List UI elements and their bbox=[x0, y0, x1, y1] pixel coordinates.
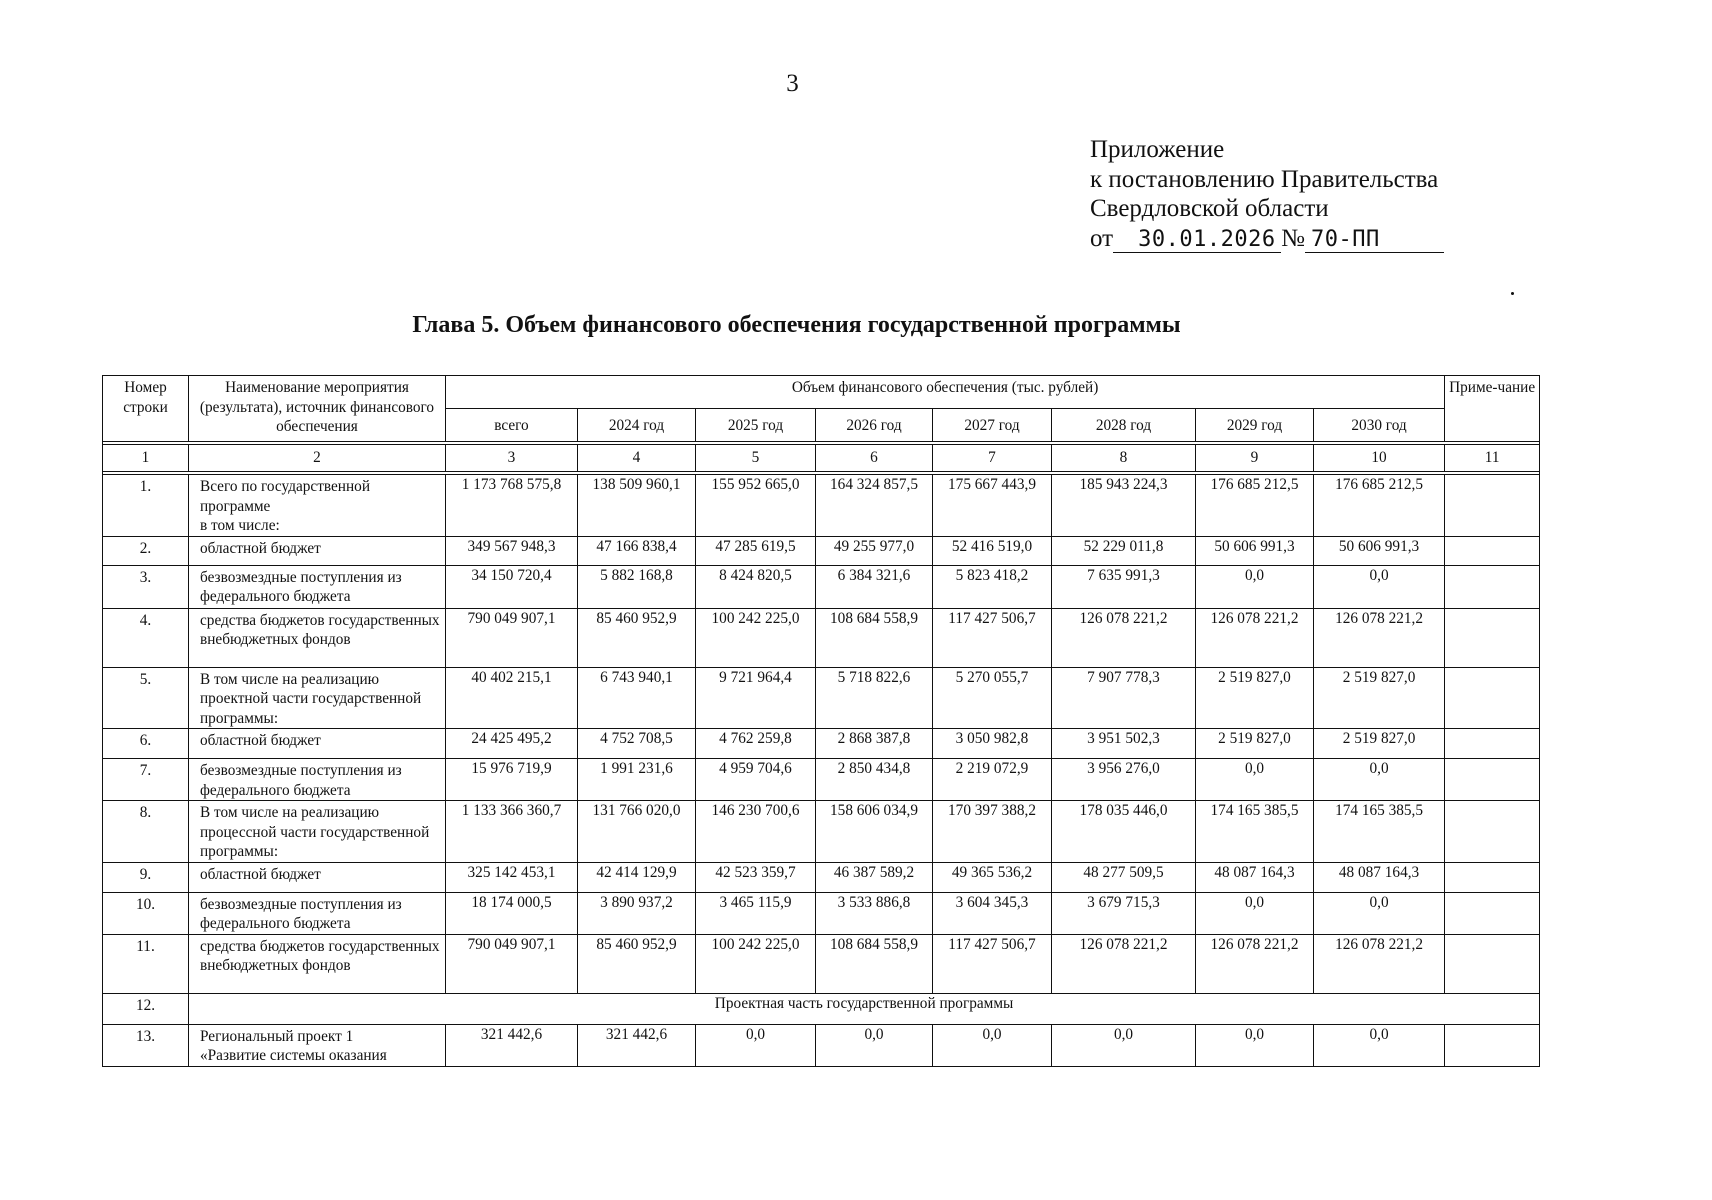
row-value: 6 743 940,1 bbox=[578, 667, 696, 729]
row-value: 0,0 bbox=[1314, 1024, 1445, 1066]
header-name: Наименование мероприятия (результата), источник финансового обеспечения bbox=[189, 376, 446, 442]
row-number: 5. bbox=[103, 667, 189, 729]
row-number: 10. bbox=[103, 892, 189, 934]
table-row bbox=[103, 892, 1540, 934]
page-number: 3 bbox=[786, 70, 799, 97]
row-name: областной бюджет bbox=[189, 862, 446, 892]
row-value: 48 277 509,5 bbox=[1052, 862, 1196, 892]
header-row-number: Номер строки bbox=[103, 376, 189, 442]
appendix-line-decree: к постановлению Правительства bbox=[1090, 165, 1439, 193]
decree-number: 70-ПП bbox=[1305, 228, 1444, 253]
row-value: 126 078 221,2 bbox=[1052, 608, 1196, 667]
appendix-date-line bbox=[1090, 224, 1444, 254]
row-value: 176 685 212,5 bbox=[1314, 475, 1445, 537]
row-value: 0,0 bbox=[696, 1024, 816, 1066]
table-row bbox=[103, 565, 1540, 608]
row-value: 117 427 506,7 bbox=[933, 608, 1052, 667]
row-value: 790 049 907,1 bbox=[446, 934, 578, 993]
table-row bbox=[103, 536, 1540, 565]
date-prefix: от bbox=[1090, 224, 1114, 252]
row-value: 0,0 bbox=[1314, 759, 1445, 801]
row-value: 175 667 443,9 bbox=[933, 475, 1052, 537]
row-value: 131 766 020,0 bbox=[578, 801, 696, 863]
row-value: 46 387 589,2 bbox=[816, 862, 933, 892]
row-value: 50 606 991,3 bbox=[1196, 536, 1314, 565]
row-value: 18 174 000,5 bbox=[446, 892, 578, 934]
financing-table bbox=[102, 375, 1540, 1067]
row-value: 47 166 838,4 bbox=[578, 536, 696, 565]
row-value: 100 242 225,0 bbox=[696, 934, 816, 993]
row-value: 3 465 115,9 bbox=[696, 892, 816, 934]
row-value: 0,0 bbox=[1052, 1024, 1196, 1066]
row-value: 42 523 359,7 bbox=[696, 862, 816, 892]
row-value: 2 850 434,8 bbox=[816, 759, 933, 801]
row-value: 34 150 720,4 bbox=[446, 565, 578, 608]
header-year: 2025 год bbox=[696, 409, 816, 442]
row-value: 146 230 700,6 bbox=[696, 801, 816, 863]
row-value: 2 868 387,8 bbox=[816, 729, 933, 759]
column-index: 2 bbox=[189, 445, 446, 472]
row-value: 164 324 857,5 bbox=[816, 475, 933, 537]
row-value: 176 685 212,5 bbox=[1196, 475, 1314, 537]
header-year: 2027 год bbox=[933, 409, 1052, 442]
row-value: 50 606 991,3 bbox=[1314, 536, 1445, 565]
table-row bbox=[103, 801, 1540, 863]
row-value: 1 173 768 575,8 bbox=[446, 475, 578, 537]
decree-date: 30.01.2026 bbox=[1113, 228, 1281, 253]
row-number: 4. bbox=[103, 608, 189, 667]
row-value: 7 635 991,3 bbox=[1052, 565, 1196, 608]
row-number: 13. bbox=[103, 1024, 189, 1066]
row-value: 0,0 bbox=[933, 1024, 1052, 1066]
row-value: 108 684 558,9 bbox=[816, 608, 933, 667]
row-value: 174 165 385,5 bbox=[1314, 801, 1445, 863]
row-note bbox=[1445, 759, 1540, 801]
column-index: 9 bbox=[1196, 445, 1314, 472]
row-note bbox=[1445, 1024, 1540, 1066]
row-value: 47 285 619,5 bbox=[696, 536, 816, 565]
row-value: 349 567 948,3 bbox=[446, 536, 578, 565]
row-number: 7. bbox=[103, 759, 189, 801]
section-row bbox=[103, 993, 1540, 1024]
row-value: 0,0 bbox=[816, 1024, 933, 1066]
row-name: безвозмездные поступления из федерального бюджета bbox=[189, 892, 446, 934]
row-number: 3. bbox=[103, 565, 189, 608]
row-number: 12. bbox=[103, 993, 189, 1024]
row-value: 24 425 495,2 bbox=[446, 729, 578, 759]
row-value: 15 976 719,9 bbox=[446, 759, 578, 801]
row-value: 9 721 964,4 bbox=[696, 667, 816, 729]
row-value: 3 604 345,3 bbox=[933, 892, 1052, 934]
row-value: 5 882 168,8 bbox=[578, 565, 696, 608]
row-note bbox=[1445, 862, 1540, 892]
table-row bbox=[103, 759, 1540, 801]
row-value: 4 752 708,5 bbox=[578, 729, 696, 759]
row-value: 178 035 446,0 bbox=[1052, 801, 1196, 863]
row-number: 11. bbox=[103, 934, 189, 993]
row-value: 138 509 960,1 bbox=[578, 475, 696, 537]
header-year: 2030 год bbox=[1314, 409, 1445, 442]
table-row bbox=[103, 1024, 1540, 1066]
row-value: 325 142 453,1 bbox=[446, 862, 578, 892]
appendix-block bbox=[1090, 135, 1444, 253]
row-value: 85 460 952,9 bbox=[578, 608, 696, 667]
row-value: 6 384 321,6 bbox=[816, 565, 933, 608]
column-index: 10 bbox=[1314, 445, 1445, 472]
column-index: 5 bbox=[696, 445, 816, 472]
header-year: 2029 год bbox=[1196, 409, 1314, 442]
row-note bbox=[1445, 667, 1540, 729]
row-value: 0,0 bbox=[1314, 892, 1445, 934]
appendix-title: Приложение bbox=[1090, 136, 1225, 163]
row-value: 4 762 259,8 bbox=[696, 729, 816, 759]
section-title: Проектная часть государственной программы bbox=[189, 993, 1540, 1024]
column-index: 6 bbox=[816, 445, 933, 472]
row-value: 2 519 827,0 bbox=[1314, 729, 1445, 759]
row-value: 126 078 221,2 bbox=[1196, 934, 1314, 993]
appendix-line-region: Свердловской области bbox=[1090, 195, 1329, 222]
row-value: 321 442,6 bbox=[446, 1024, 578, 1066]
row-number: 2. bbox=[103, 536, 189, 565]
row-value: 3 956 276,0 bbox=[1052, 759, 1196, 801]
row-value: 100 242 225,0 bbox=[696, 608, 816, 667]
chapter-title: Глава 5. Объем финансового обеспечения государственной программы bbox=[412, 312, 1181, 338]
column-index: 11 bbox=[1445, 445, 1540, 472]
header-total: всего bbox=[446, 409, 578, 442]
table-row bbox=[103, 667, 1540, 729]
row-note bbox=[1445, 536, 1540, 565]
row-value: 1 991 231,6 bbox=[578, 759, 696, 801]
row-value: 790 049 907,1 bbox=[446, 608, 578, 667]
row-value: 126 078 221,2 bbox=[1314, 934, 1445, 993]
row-number: 6. bbox=[103, 729, 189, 759]
row-value: 40 402 215,1 bbox=[446, 667, 578, 729]
row-value: 158 606 034,9 bbox=[816, 801, 933, 863]
row-note bbox=[1445, 801, 1540, 863]
row-value: 48 087 164,3 bbox=[1196, 862, 1314, 892]
row-value: 174 165 385,5 bbox=[1196, 801, 1314, 863]
row-value: 3 050 982,8 bbox=[933, 729, 1052, 759]
table-row bbox=[103, 729, 1540, 759]
row-value: 0,0 bbox=[1196, 1024, 1314, 1066]
row-name: средства бюджетов государственных внебюджетных фондов bbox=[189, 934, 446, 993]
row-value: 321 442,6 bbox=[578, 1024, 696, 1066]
row-value: 3 533 886,8 bbox=[816, 892, 933, 934]
row-value: 126 078 221,2 bbox=[1314, 608, 1445, 667]
row-value: 8 424 820,5 bbox=[696, 565, 816, 608]
row-value: 155 952 665,0 bbox=[696, 475, 816, 537]
column-index: 1 bbox=[103, 445, 189, 472]
row-name: средства бюджетов государственных внебюджетных фондов bbox=[189, 608, 446, 667]
row-value: 85 460 952,9 bbox=[578, 934, 696, 993]
stray-dot bbox=[1511, 292, 1514, 295]
row-value: 3 890 937,2 bbox=[578, 892, 696, 934]
table-row bbox=[103, 934, 1540, 993]
row-note bbox=[1445, 729, 1540, 759]
row-value: 7 907 778,3 bbox=[1052, 667, 1196, 729]
row-value: 126 078 221,2 bbox=[1052, 934, 1196, 993]
row-value: 3 951 502,3 bbox=[1052, 729, 1196, 759]
row-number: 9. bbox=[103, 862, 189, 892]
row-name: В том числе на реализацию проектной части государственной программы: bbox=[189, 667, 446, 729]
row-value: 126 078 221,2 bbox=[1196, 608, 1314, 667]
row-number: 8. bbox=[103, 801, 189, 863]
row-note bbox=[1445, 892, 1540, 934]
row-value: 5 718 822,6 bbox=[816, 667, 933, 729]
table-row bbox=[103, 608, 1540, 667]
row-note bbox=[1445, 608, 1540, 667]
row-name: безвозмездные поступления из федерального бюджета bbox=[189, 565, 446, 608]
row-note bbox=[1445, 934, 1540, 993]
row-name: областной бюджет bbox=[189, 536, 446, 565]
row-note bbox=[1445, 565, 1540, 608]
column-index: 7 bbox=[933, 445, 1052, 472]
row-value: 2 519 827,0 bbox=[1196, 667, 1314, 729]
column-index: 4 bbox=[578, 445, 696, 472]
row-value: 52 416 519,0 bbox=[933, 536, 1052, 565]
row-value: 49 255 977,0 bbox=[816, 536, 933, 565]
row-value: 0,0 bbox=[1196, 759, 1314, 801]
row-value: 5 270 055,7 bbox=[933, 667, 1052, 729]
row-name: Региональный проект 1 «Развитие системы оказания bbox=[189, 1024, 446, 1066]
row-name: В том числе на реализацию процессной части государственной программы: bbox=[189, 801, 446, 863]
row-value: 42 414 129,9 bbox=[578, 862, 696, 892]
row-value: 4 959 704,6 bbox=[696, 759, 816, 801]
table-header-row bbox=[103, 376, 1540, 409]
row-value: 2 519 827,0 bbox=[1314, 667, 1445, 729]
row-value: 0,0 bbox=[1196, 565, 1314, 608]
row-value: 0,0 bbox=[1314, 565, 1445, 608]
row-value: 52 229 011,8 bbox=[1052, 536, 1196, 565]
row-number: 1. bbox=[103, 475, 189, 537]
header-year: 2024 год bbox=[578, 409, 696, 442]
row-value: 170 397 388,2 bbox=[933, 801, 1052, 863]
row-value: 117 427 506,7 bbox=[933, 934, 1052, 993]
row-value: 2 519 827,0 bbox=[1196, 729, 1314, 759]
row-value: 48 087 164,3 bbox=[1314, 862, 1445, 892]
row-value: 0,0 bbox=[1196, 892, 1314, 934]
row-value: 185 943 224,3 bbox=[1052, 475, 1196, 537]
header-note: Приме-чание bbox=[1445, 376, 1540, 442]
row-name: областной бюджет bbox=[189, 729, 446, 759]
row-value: 108 684 558,9 bbox=[816, 934, 933, 993]
table-row bbox=[103, 862, 1540, 892]
row-value: 2 219 072,9 bbox=[933, 759, 1052, 801]
row-name: Всего по государственной программе в том числе: bbox=[189, 475, 446, 537]
column-index: 3 bbox=[446, 445, 578, 472]
row-value: 3 679 715,3 bbox=[1052, 892, 1196, 934]
row-value: 1 133 366 360,7 bbox=[446, 801, 578, 863]
table-row bbox=[103, 475, 1540, 537]
column-index: 8 bbox=[1052, 445, 1196, 472]
header-volume: Объем финансового обеспечения (тыс. рублей) bbox=[446, 376, 1445, 409]
header-year: 2026 год bbox=[816, 409, 933, 442]
header-year: 2028 год bbox=[1052, 409, 1196, 442]
column-index-row bbox=[103, 445, 1540, 472]
row-name: безвозмездные поступления из федерального бюджета bbox=[189, 759, 446, 801]
row-value: 49 365 536,2 bbox=[933, 862, 1052, 892]
row-value: 5 823 418,2 bbox=[933, 565, 1052, 608]
number-sign: № bbox=[1281, 224, 1305, 252]
row-note bbox=[1445, 475, 1540, 537]
